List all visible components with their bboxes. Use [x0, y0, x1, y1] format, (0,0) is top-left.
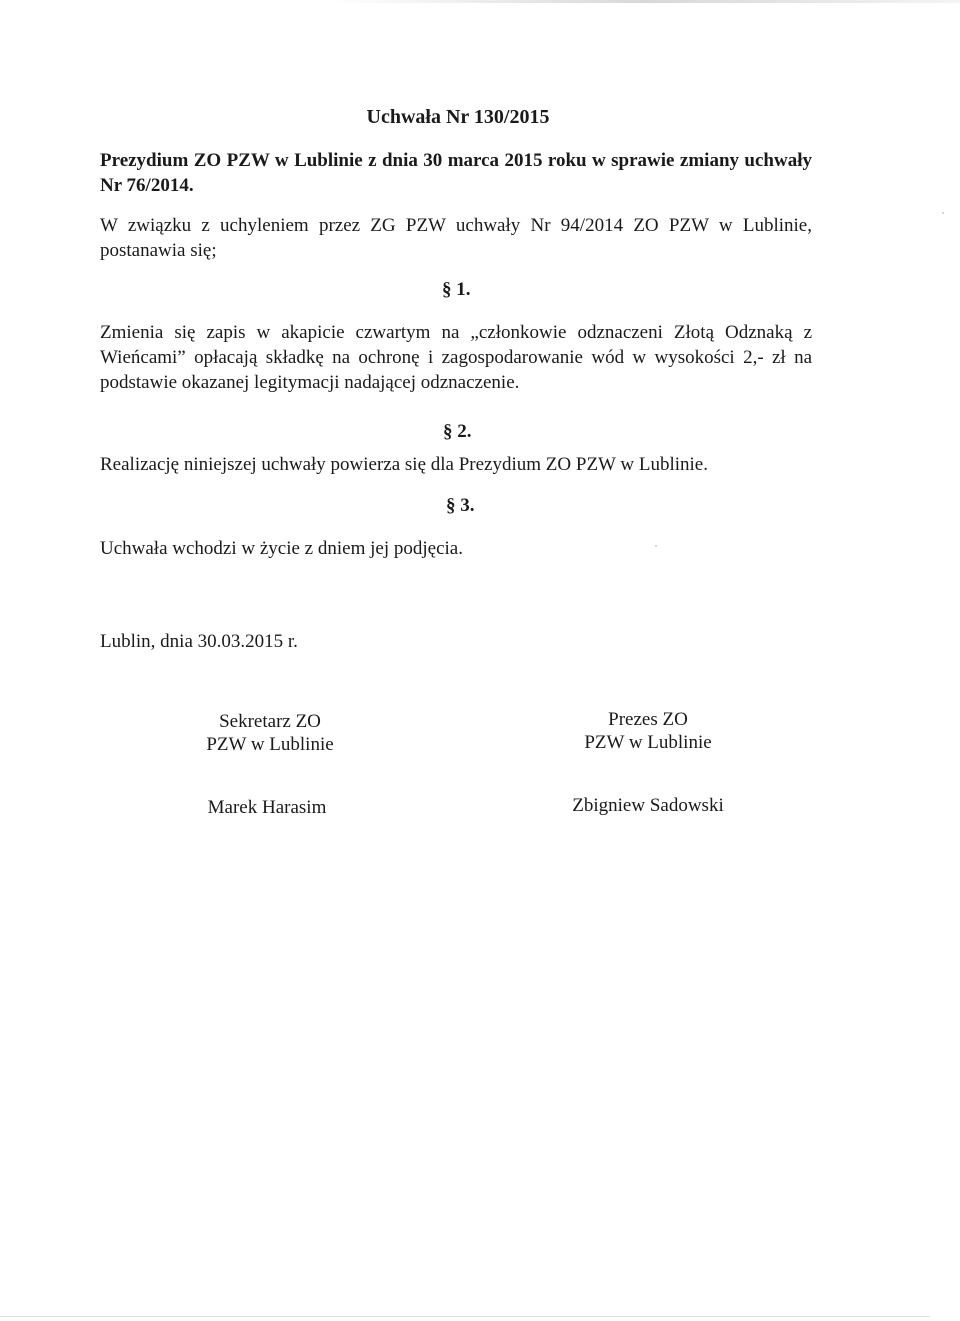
section-1-mark: § 1.: [442, 279, 471, 300]
section-2-mark: § 2.: [443, 421, 472, 442]
signatory-secretary-role-line2: PZW w Lublinie: [206, 734, 334, 755]
signatory-president-name: Zbigniew Sadowski: [572, 795, 724, 816]
section-2-text: Realizację niniejszej uchwały powierza się dla Prezydium ZO PZW w Lublinie.: [100, 454, 708, 475]
section-3-mark: § 3.: [446, 495, 475, 516]
signatory-president-role-line2: PZW w Lublinie: [584, 732, 712, 753]
signatory-secretary-role: [140, 710, 400, 756]
scan-speck: [655, 545, 657, 547]
signatory-secretary-name: Marek Harasim: [207, 797, 327, 818]
section-3-text: Uchwała wchodzi w życie z dniem jej podjęcia.: [100, 538, 463, 559]
scan-edge-top: [330, 0, 960, 3]
scan-speck: [942, 212, 944, 214]
signatory-president-role-line1: Prezes ZO: [608, 709, 688, 730]
scan-edge-bottom: [0, 1316, 930, 1317]
resolution-subject: Prezydium ZO PZW w Lublinie z dnia 30 marca 2015 roku w sprawie zmiany uchwały Nr 76/2014.: [100, 150, 812, 196]
section-1-text: Zmienia się zapis w akapicie czwartym na „członkowie odznaczeni Złotą Odznaką z Wieńcami” opłacają składkę na ochronę i zagospodarowanie wód w wysokości 2,- zł na podstawie okazanej legitymacji nadającej odznaczenie.: [100, 322, 812, 393]
resolution-preamble: W związku z uchyleniem przez ZG PZW uchwały Nr 94/2014 ZO PZW w Lublinie, postanawia się;: [100, 215, 812, 261]
signatory-secretary-role-line1: Sekretarz ZO: [219, 711, 321, 732]
signatory-president-role: [518, 708, 778, 754]
place-and-date: Lublin, dnia 30.03.2015 r.: [100, 631, 298, 652]
resolution-title: Uchwała Nr 130/2015: [366, 106, 550, 128]
